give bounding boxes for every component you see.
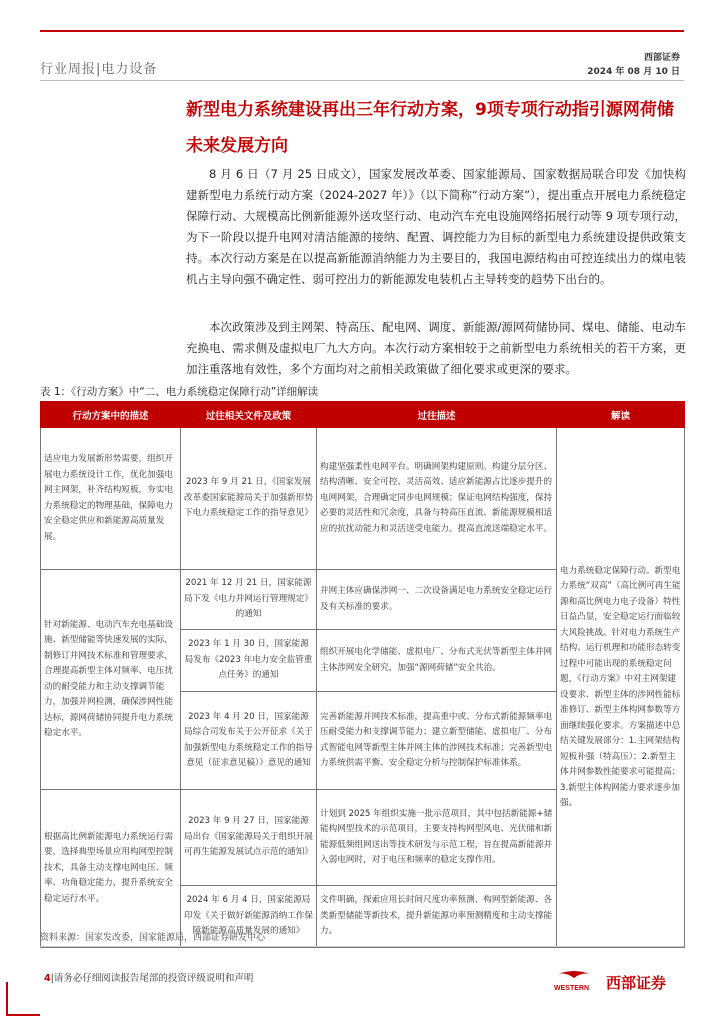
body-paragraph-1: 8 月 6 日（7 月 25 日成文），国家发展改革委、国家能源局、国家数据局联合印发《加快构建新型电力系统行动方案（2024-2027 年）》（以下简称“行动方案”），提出重点开展电力系统稳定保障行动、大规模高比例新能源外送攻坚行动、电动汽车充电设施网络拓展行动等 9 项专项行动，为下一阶段以提升电网对清洁能源的接纳、配置、调控能力为目标的新型电力系统建设提供政策支持。本次行动方案是在以提高新能源消纳能力为主要目的，我国电源结构由可控连续出力的煤电装机占主导向强不确定性、弱可控出力的新能源发电装机占主导转变的趋势下出台的。 (186, 167, 686, 286)
description-cell: 完善新能源并网技术标准，提高重中或、分布式新能源频率电压耐受能力和支撑调节能力；建立新型储能、虚拟电厂、分布式智能电网等新型主体并网主体的涉网技术标准；完善新型电力系统供需平衡、安全稳定分析与控制保护标准体系。 (317, 692, 557, 790)
header-past-description: 过往描述 (317, 402, 557, 428)
description-cell: 构建坚强柔性电网平台。明确网架构建原则。构建分层分区、结构清晰、安全可控、灵活高效、适应新能源占比逐步提升的电网网架，合理确定同步电网规模；保证电网结构强度，保持必要的灵活性和冗余度，具备与特高压直流、新能源规模相适应的抗扰动能力和灵活送受电能力。提高直流送端稳定水平。 (317, 428, 557, 570)
top-frame-line (40, 30, 684, 32)
header-divider (40, 80, 684, 81)
policy-cell: 2023 年 9 月 27 日，国家能源局出台《国家能源局关于组织开展可再生能源发展试点示范的通知》 (181, 790, 317, 886)
table-row (41, 428, 685, 570)
description-cell: 并网主体应确保涉网一、二次设备满足电力系统安全稳定运行及有关标准的要求。 (317, 570, 557, 630)
header-interpretation: 解读 (557, 402, 685, 428)
western-securities-logo (552, 966, 692, 996)
disclaimer-text: 请务必仔细阅读报告尾部的投资评级说明和声明 (53, 973, 254, 984)
page-number: 4 (44, 973, 51, 984)
table-caption: 表 1：《行动方案》中“二、电力系统稳定保障行动”详细解读 (40, 386, 319, 398)
header-action: 行动方案中的描述 (41, 402, 181, 428)
header-brand: 西部证券 (643, 53, 680, 63)
policy-table (40, 401, 685, 948)
policy-cell: 2023 年 9 月 21 日，《国家发展改革委国家能源局关于加强新形势下电力系统稳定工作的指导意见》 (181, 428, 317, 570)
table-header-row (41, 402, 685, 428)
logo-chinese: 西部证券 (606, 974, 667, 992)
description-cell: 文件明确，探索应用长时间尺度功率预测、构网型新能源、各类新型储能等新技术，提升新能源功率预测精度和主动支撑能力。 (317, 886, 557, 948)
corner-frame-vertical (6, 982, 8, 1016)
interpretation-cell: 电力系统稳定保障行动。新型电力系统“双高”（高比例可再生能源和高比例电力电子设备）特性日益凸显，安全稳定运行面临较大风险挑战。针对电力系统生产结构、运行机理和功能形态转变过程中可能出现的系统稳定问题，《行动方案》中对主网架建设要求、新型主体的涉网性能标准修订、新型主体构网参数等方面继续强化要求。方案描述中总结关键发展部分：1.主网架结构短板补强（特高压）；2.新型主体并网参数性能要求可能提高；3.新型主体构网能力要求逐步加强。 (557, 428, 685, 948)
table-source: 资料来源：国家发改委，国家能源局，西部证券研发中心 (40, 933, 266, 943)
corner-frame-horizontal (6, 1014, 40, 1016)
header-past-policy: 过往相关文件及政策 (181, 402, 317, 428)
logo-mark-icon (558, 971, 590, 978)
policy-cell: 2023 年 4 月 20 日，国家能源局综合司发布关于公开征求《关于加强新型电力系统稳定工作的指导意见（征求意见稿）》意见的通知 (181, 692, 317, 790)
logo-english: WESTERN (554, 985, 589, 992)
footer-note: 4|请务必仔细阅读报告尾部的投资评级说明和声明 (44, 973, 254, 984)
report-category: 行业周报|电力设备 (40, 62, 158, 77)
policy-cell: 2024 年 6 月 4 日，国家能源局印发《关于做好新能源消纳工作保障新能源高质量发展的通知》 (181, 886, 317, 948)
description-cell: 计划到 2025 年组织实施一批示范项目，其中包括新能源+储能构网型技术的示范项目，主要支持构网型风电、光伏储和新能源低频组网送出等技术研发与示范工程，旨在提高新能源并入弱电网时，对于电压和频率的稳定支撑作用。 (317, 790, 557, 886)
action-cell: 根据高比例新能源电力系统运行需要，选择典型场景应用构网型控制技术，具备主动支撑电网电压、频率、功角稳定能力，提升系统安全稳定运行水平。 (41, 790, 181, 948)
body-paragraph-2: 本次政策涉及到主网架、特高压、配电网、调度、新能源/源网荷储协同、煤电、储能、电动车充换电、需求侧及虚拟电厂九大方向。本次行动方案相较于之前新型电力系统相关的若干方案，更加注重落地有效性，多个方面均对之前相关政策做了细化要求或更深的要求。 (186, 320, 686, 376)
action-cell: 针对新能源、电动汽车充电基础设施、新型储能等快速发展的实际，制修订并网技术标准和管理要求，合理提高新型主体对频率、电压扰动的耐受能力和主动支撑调节能力，加强并网检测，确保涉网性能达标，源网荷储协同提升电力系统稳定水平。 (41, 570, 181, 790)
action-cell: 适应电力发展新形势需要，组织开展电力系统设计工作，优化加强电网主网架，补齐结构短板，夯实电力系统稳定的物理基础，保障电力安全稳定供应和新能源高质量发展。 (41, 428, 181, 570)
policy-cell: 2023 年 1 月 30 日，国家能源局发布《2023 年电力安全监管重点任务》的通知 (181, 630, 317, 692)
report-date: 2024 年 08 月 10 日 (587, 67, 680, 77)
description-cell: 组织开展电化学储能、虚拟电厂、分布式光伏等新型主体并网主体涉网安全研究，加强“源网荷储”安全共治。 (317, 630, 557, 692)
policy-cell: 2021 年 12 月 21 日，国家能源局下发《电力并网运行管理规定》的通知 (181, 570, 317, 630)
section-title: 新型电力系统建设再出三年行动方案，9项专项行动指引源网荷储未来发展方向 (186, 100, 674, 156)
footer-divider (40, 946, 684, 947)
